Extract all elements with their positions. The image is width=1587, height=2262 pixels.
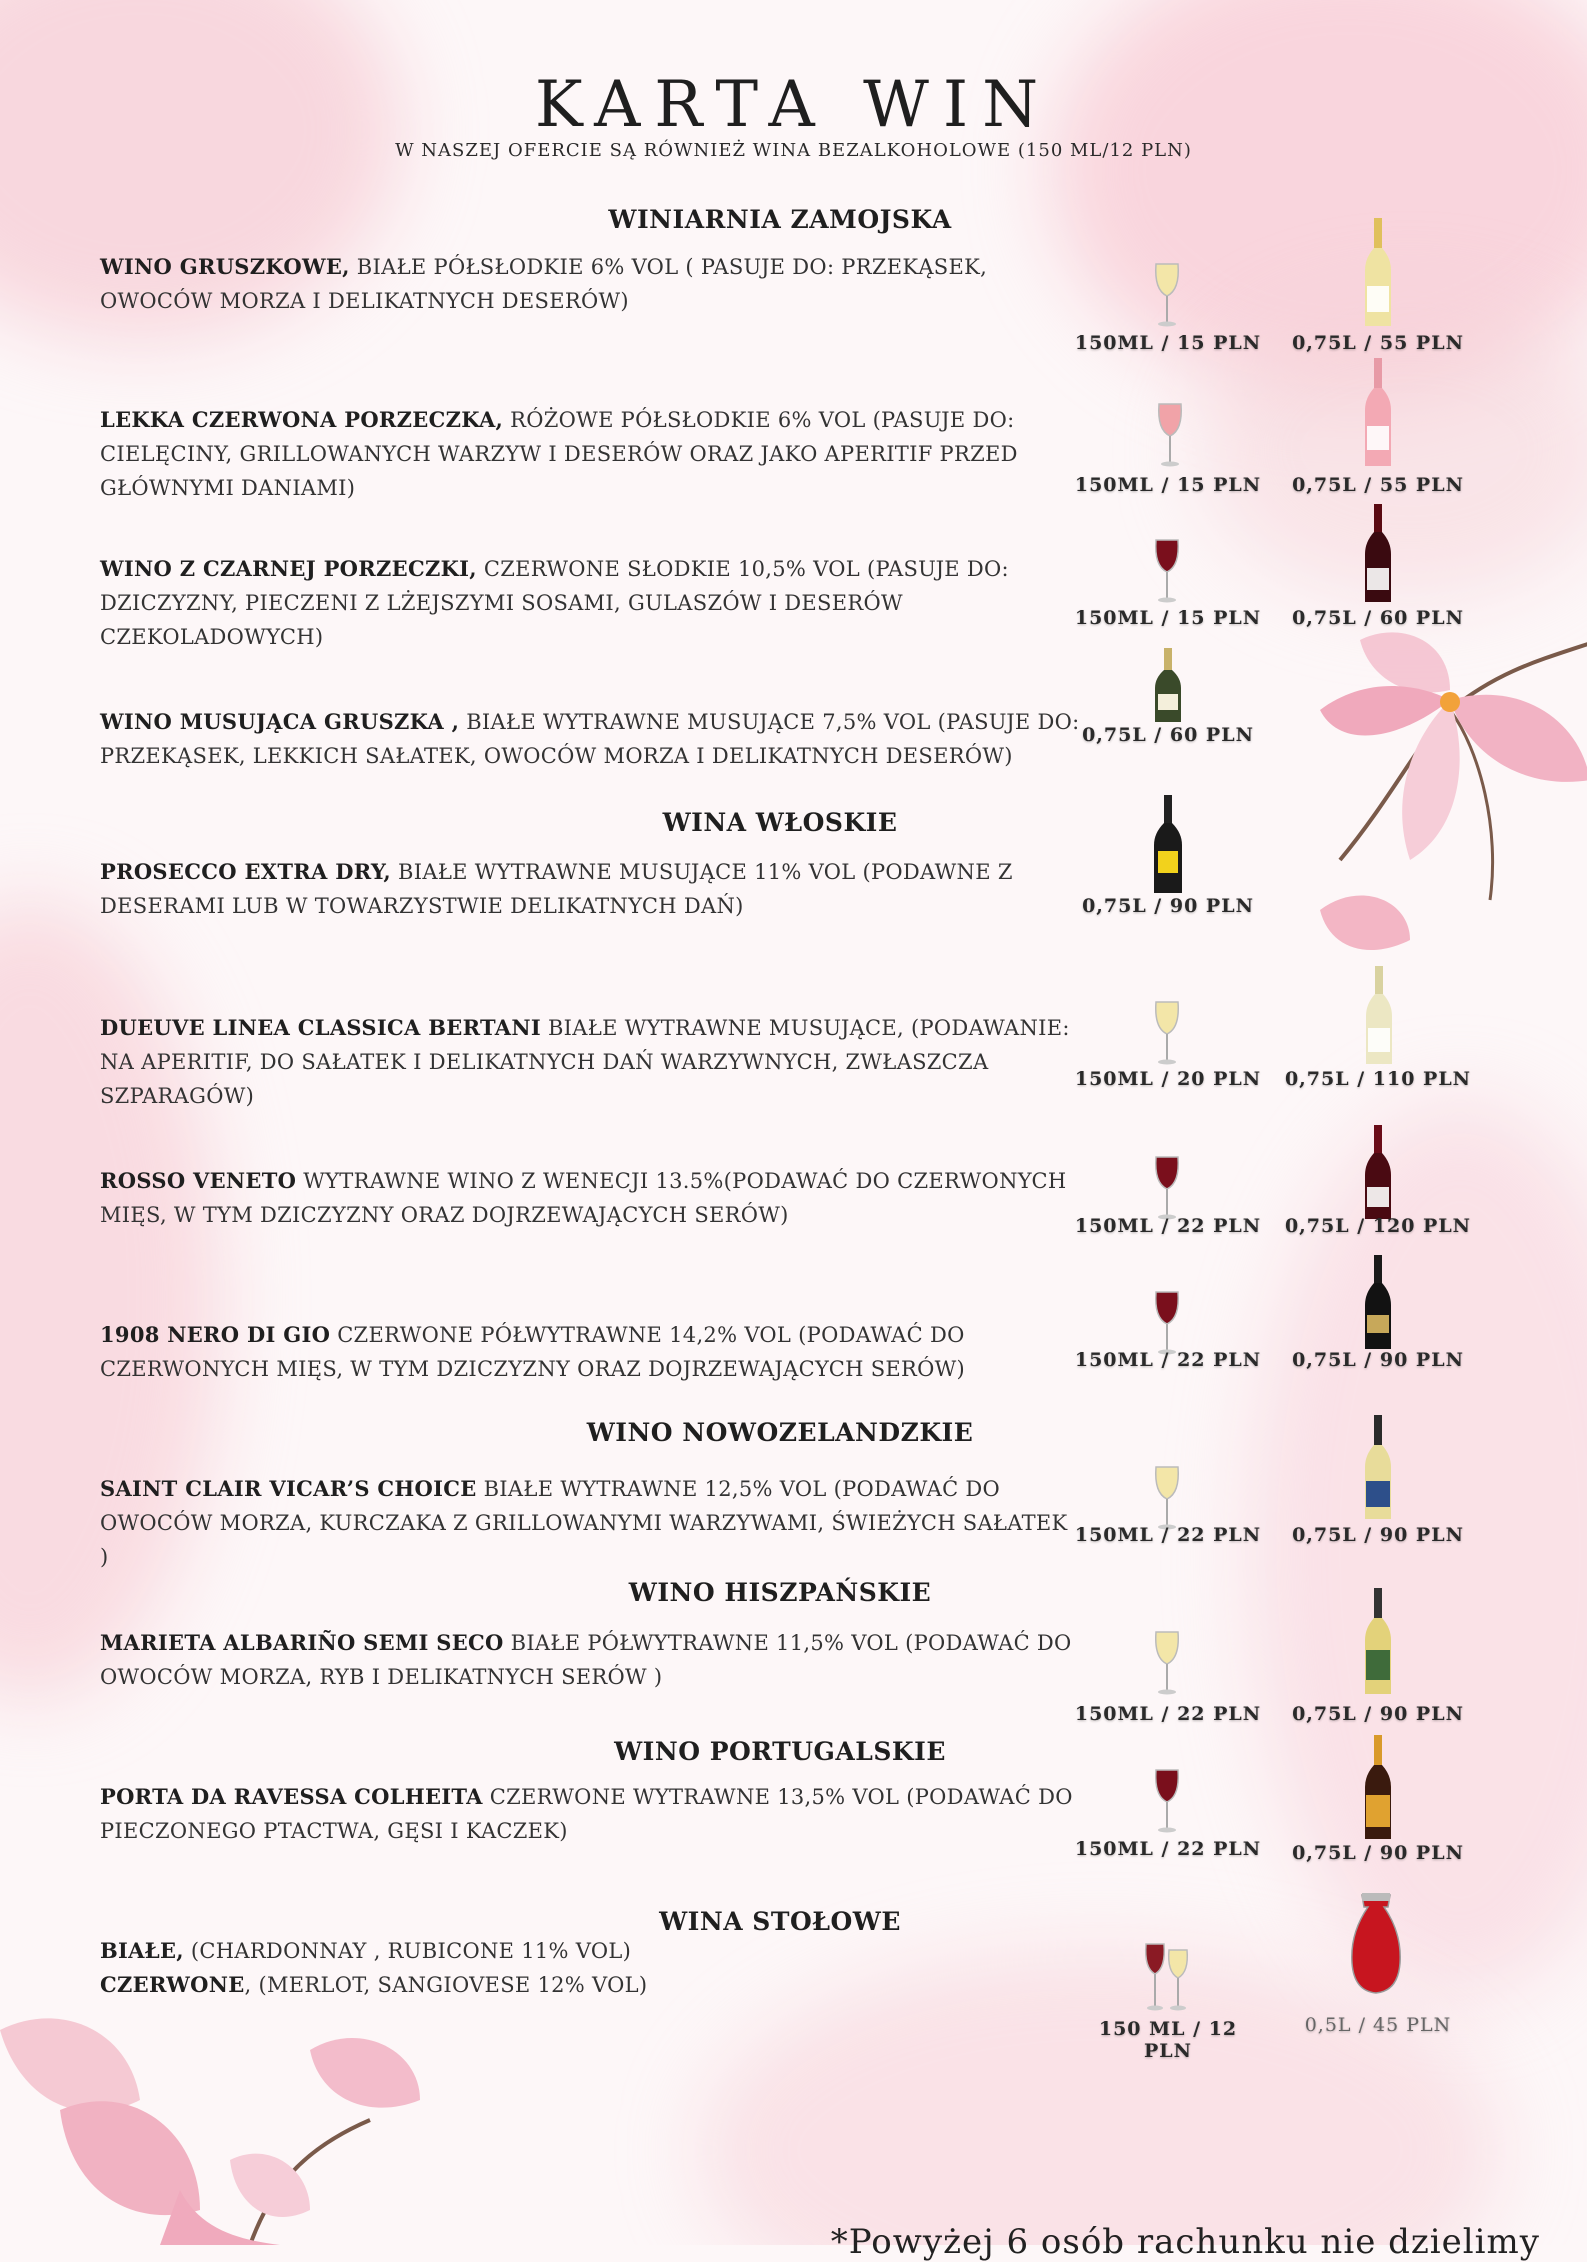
price-glass: 150ML / 22 PLN bbox=[1074, 1838, 1262, 1860]
white-wine-bottle-icon bbox=[1361, 1415, 1395, 1521]
price-glass: 150ML / 22 PLN bbox=[1074, 1703, 1262, 1725]
price-bottle: 0,75L / 55 PLN bbox=[1292, 474, 1464, 496]
section-heading: WINA WŁOSKIE bbox=[662, 808, 898, 837]
wine-description: BIAŁE, (CHARDONNAY , RUBICONE 11% VOL) bbox=[100, 1938, 632, 1963]
price-bottle: 0,75L / 90 PLN bbox=[1082, 895, 1254, 917]
white-wine-glass-icon bbox=[1152, 262, 1182, 328]
carafe-icon bbox=[1348, 1893, 1404, 1995]
magnolia-branch-left-icon bbox=[0, 1990, 480, 2245]
wine-description: WINO Z CZARNEJ PORZECZKI, CZERWONE SŁODKIE 10,5% VOL (PASUJE DO: DZICZYZNY, PIECZENI Z LŻEJSZYMI SOSAMI, GULASZÓW I DESERÓW CZEKOLADOWYCH) bbox=[100, 556, 1009, 649]
white-wine-glass-icon bbox=[1152, 1630, 1182, 1696]
wine-description: 1908 NERO DI GIO CZERWONE PÓŁWYTRAWNE 14,2% VOL (PODAWAĆ DO CZERWONYCH MIĘS, W TYM DZICZYZNY ORAZ DOJRZEWAJĄCYCH SERÓW) bbox=[100, 1322, 966, 1381]
price-bottle: 0,75L / 90 PLN bbox=[1292, 1703, 1464, 1725]
price-bottle: 0,75L / 55 PLN bbox=[1292, 332, 1464, 354]
price-glass: 150ML / 15 PLN bbox=[1074, 607, 1262, 629]
price-bottle: 0,75L / 60 PLN bbox=[1292, 607, 1464, 629]
price-bottle: 0,75L / 90 PLN bbox=[1292, 1842, 1464, 1864]
prosecco-bottle-icon bbox=[1150, 795, 1186, 895]
wine-glasses-pair-icon bbox=[1143, 1940, 1191, 2012]
white-wine-bottle-icon bbox=[1362, 966, 1396, 1066]
price-glass: 150 ML / 12 PLN bbox=[1098, 2018, 1238, 2062]
price-glass: 150ML / 22 PLN bbox=[1074, 1215, 1262, 1237]
wine-description: MARIETA ALBARIÑO SEMI SECO BIAŁE PÓŁWYTRAWNE 11,5% VOL (PODAWAĆ DO OWOCÓW MORZA, RYB I DELIKATNYCH SERÓW ) bbox=[100, 1630, 1072, 1689]
white-wine-bottle-icon bbox=[1361, 1588, 1395, 1696]
price-glass: 150ML / 15 PLN bbox=[1074, 474, 1262, 496]
footer-note: *Powyżej 6 osób rachunku nie dzielimy bbox=[830, 2222, 1540, 2262]
wine-description: LEKKA CZERWONA PORZECZKA, RÓŻOWE PÓŁSŁODKIE 6% VOL (PASUJE DO: CIELĘCINY, GRILLOWANYCH WARZYW I DESERÓW ORAZ JAKO APERITIF PRZED GŁÓWNYMI DANIAMI) bbox=[100, 407, 1018, 500]
rose-wine-bottle-icon bbox=[1361, 358, 1395, 468]
price-bottle: 0,75L / 90 PLN bbox=[1292, 1349, 1464, 1371]
red-wine-bottle-icon bbox=[1361, 1255, 1395, 1351]
price-bottle: 0,75L / 60 PLN bbox=[1082, 724, 1254, 746]
section-heading: WINA STOŁOWE bbox=[659, 1907, 901, 1936]
price-bottle: 0,75L / 90 PLN bbox=[1292, 1524, 1464, 1546]
white-wine-bottle-icon bbox=[1361, 218, 1395, 328]
price-bottle: 0,75L / 110 PLN bbox=[1284, 1068, 1472, 1090]
page-title: KARTA WIN bbox=[534, 68, 1053, 142]
wine-description: SAINT CLAIR VICAR’S CHOICE BIAŁE WYTRAWNE 12,5% VOL (PODAWAĆ DO OWOCÓW MORZA, KURCZAKA Z GRILLOWANYMI WARZYWAMI, ŚWIEŻYCH SAŁATEK ) bbox=[100, 1476, 1068, 1569]
white-wine-glass-icon bbox=[1152, 1465, 1182, 1531]
red-wine-glass-icon bbox=[1152, 1290, 1182, 1356]
magnolia-branch-right-icon bbox=[1300, 600, 1587, 1000]
price-glass: 150ML / 22 PLN bbox=[1074, 1349, 1262, 1371]
red-wine-bottle-icon bbox=[1361, 1125, 1395, 1221]
section-heading: WINO NOWOZELANDZKIE bbox=[586, 1418, 974, 1447]
page-subtitle: W NASZEJ OFERCIE SĄ RÓWNIEŻ WINA BEZALKOHOLOWE (150 ML/12 PLN) bbox=[395, 140, 1192, 161]
wine-description: WINO MUSUJĄCA GRUSZKA , BIAŁE WYTRAWNE MUSUJĄCE 7,5% VOL (PASUJE DO: PRZEKĄSEK, LEKKICH SAŁATEK, OWOCÓW MORZA I DELIKATNYCH DESERÓW) bbox=[100, 709, 1080, 768]
section-heading: WINO PORTUGALSKIE bbox=[614, 1737, 946, 1766]
red-wine-glass-icon bbox=[1152, 1155, 1182, 1221]
price-bottle: 0,5L / 45 PLN bbox=[1304, 2014, 1452, 2036]
sparkling-wine-bottle-icon bbox=[1152, 648, 1184, 724]
wine-description: PORTA DA RAVESSA COLHEITA CZERWONE WYTRAWNE 13,5% VOL (PODAWAĆ DO PIECZONEGO PTACTWA, GĘSI I KACZEK) bbox=[100, 1784, 1073, 1843]
section-heading: WINO HISZPAŃSKIE bbox=[628, 1578, 932, 1607]
price-glass: 150ML / 22 PLN bbox=[1074, 1524, 1262, 1546]
price-bottle: 0,75L / 120 PLN bbox=[1284, 1215, 1472, 1237]
price-glass: 150ML / 15 PLN bbox=[1074, 332, 1262, 354]
section-heading: WINIARNIA ZAMOJSKA bbox=[608, 205, 952, 234]
wine-description: ROSSO VENETO WYTRAWNE WINO Z WENECJI 13.5%(PODAWAĆ DO CZERWONYCH MIĘS, W TYM DZICZYZNY ORAZ DOJRZEWAJĄCYCH SERÓW) bbox=[100, 1168, 1067, 1227]
wine-description: CZERWONE, (MERLOT, SANGIOVESE 12% VOL) bbox=[100, 1972, 648, 1997]
wine-description: WINO GRUSZKOWE, BIAŁE PÓŁSŁODKIE 6% VOL ( PASUJE DO: PRZEKĄSEK, OWOCÓW MORZA I DELIKATNYCH DESERÓW) bbox=[100, 254, 988, 313]
wine-description: DUEUVE LINEA CLASSICA BERTANI BIAŁE WYTRAWNE MUSUJĄCE, (PODAWANIE: NA APERITIF, DO SAŁATEK I DELIKATNYCH DAŃ WARZYWNYCH, ZWŁASZCZA SZPARAGÓW) bbox=[100, 1015, 1070, 1108]
red-wine-bottle-icon bbox=[1361, 504, 1395, 604]
red-wine-bottle-icon bbox=[1361, 1735, 1395, 1841]
wine-description: PROSECCO EXTRA DRY, BIAŁE WYTRAWNE MUSUJĄCE 11% VOL (PODAWNE Z DESERAMI LUB W TOWARZYSTWIE DELIKATNYCH DAŃ) bbox=[100, 859, 1013, 918]
rose-wine-glass-icon bbox=[1155, 402, 1185, 468]
red-wine-glass-icon bbox=[1152, 1768, 1182, 1834]
white-wine-glass-icon bbox=[1152, 1000, 1182, 1066]
red-wine-glass-icon bbox=[1152, 538, 1182, 604]
price-glass: 150ML / 20 PLN bbox=[1074, 1068, 1262, 1090]
